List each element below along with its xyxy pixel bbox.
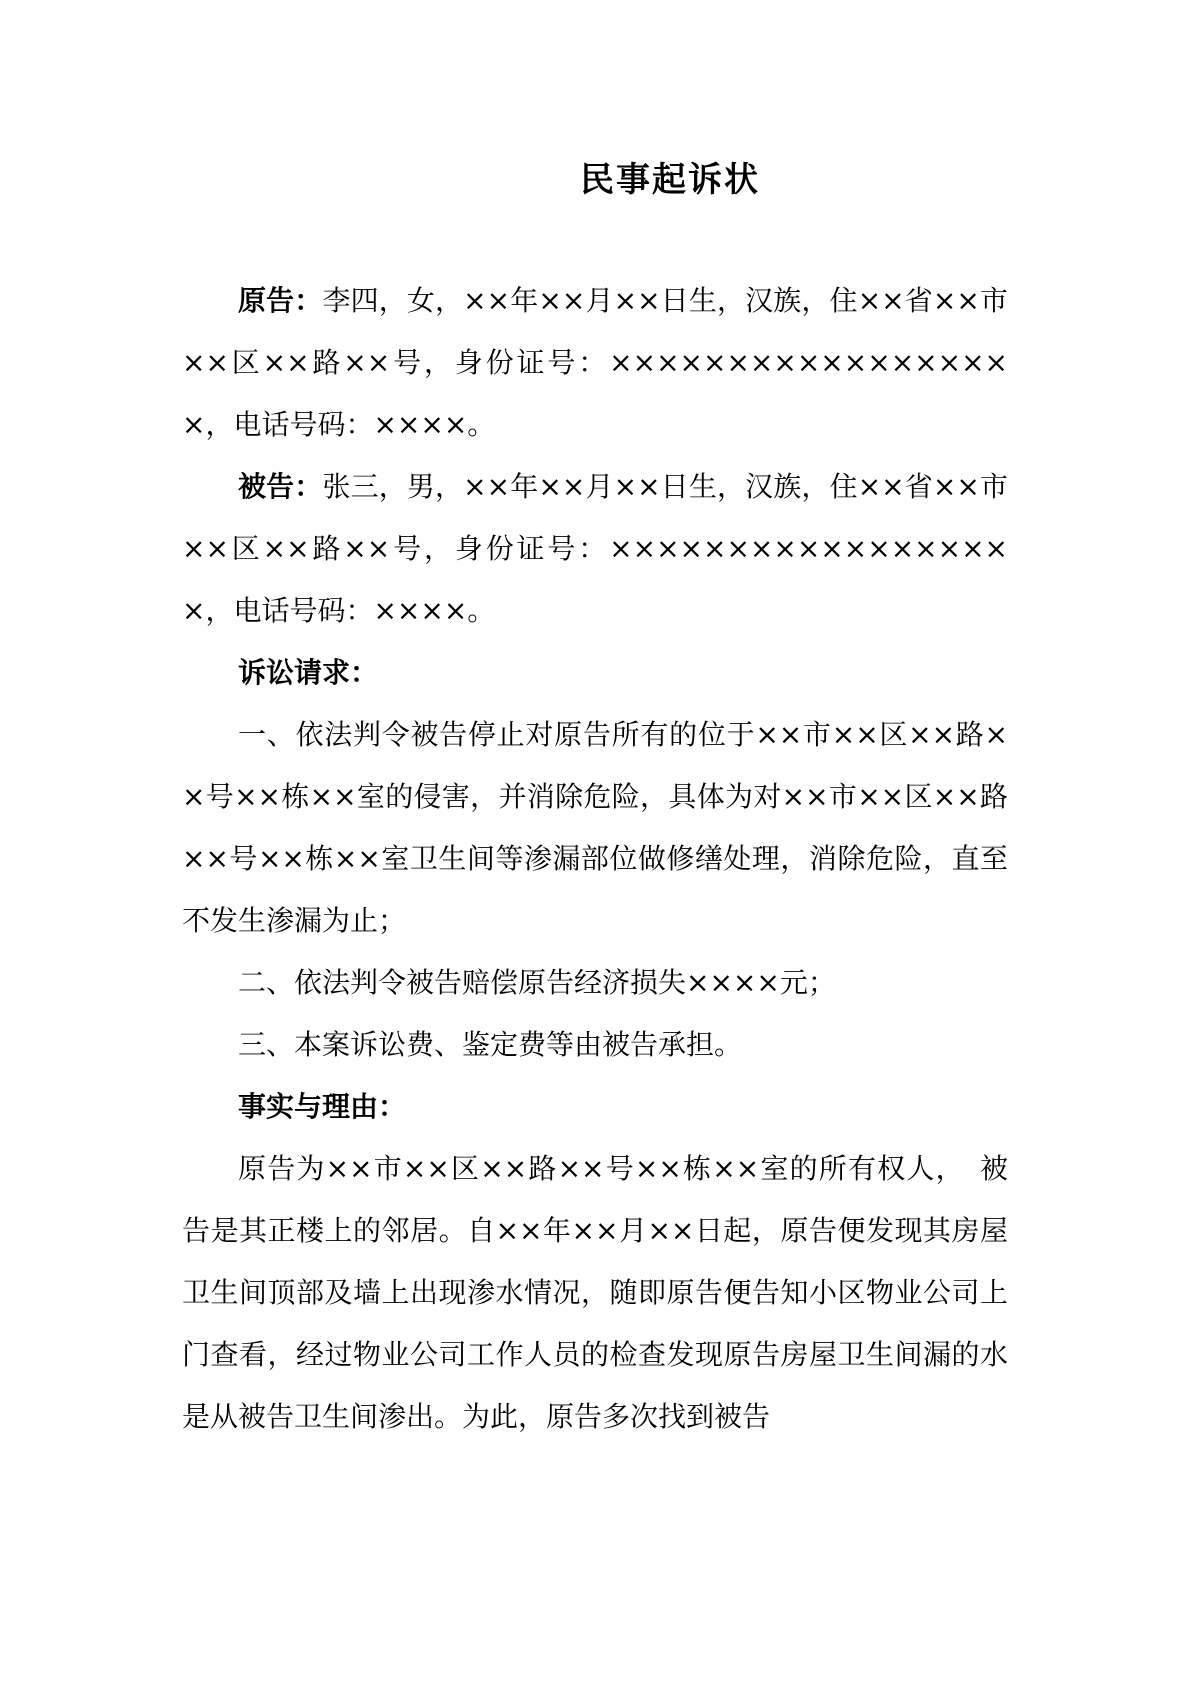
document-body — [182, 270, 1008, 1448]
defendant-text: 张三，男，××年××月××日生，汉族，住××省××市××区××路××号，身份证号：××××××××××××××××××，电话号码：××××。 — [182, 470, 1008, 627]
defendant-paragraph — [182, 456, 1008, 642]
claim-item: 二、依法判令被告赔偿原告经济损失××××元； — [238, 966, 836, 999]
claims-heading: 诉讼请求： — [238, 656, 379, 689]
defendant-label: 被告： — [238, 470, 323, 503]
claim-item: 一、依法判令被告停止对原告所有的位于××市××区××路××号××栋××室的侵害，并消除危险，具体为对××市××区××路××号××栋××室卫生间等渗漏部位做修缮处理，消除危险，直至不发生渗漏为止； — [182, 718, 1008, 937]
plaintiff-label: 原告： — [238, 284, 323, 317]
plaintiff-paragraph — [182, 270, 1008, 456]
claim-item: 三、本案诉讼费、鉴定费等由被告承担。 — [238, 1028, 743, 1061]
facts-heading: 事实与理由： — [238, 1090, 407, 1123]
document-title: 民事起诉状 — [580, 160, 760, 200]
plaintiff-text: 李四，女，××年××月××日生，汉族，住××省××市××区××路××号，身份证号：××××××××××××××××××，电话号码：××××。 — [182, 284, 1008, 441]
facts-text: 原告为××市××区××路××号××栋××室的所有权人， 被告是其正楼上的邻居。自××年××月××日起，原告便发现其房屋卫生间顶部及墙上出现渗水情况，随即原告便告知小区物业公司上门查看，经过物业公司工作人员的检查发现原告房屋卫生间漏的水是从被告卫生间渗出。为此，原告多次找到被告 — [182, 1152, 1008, 1433]
